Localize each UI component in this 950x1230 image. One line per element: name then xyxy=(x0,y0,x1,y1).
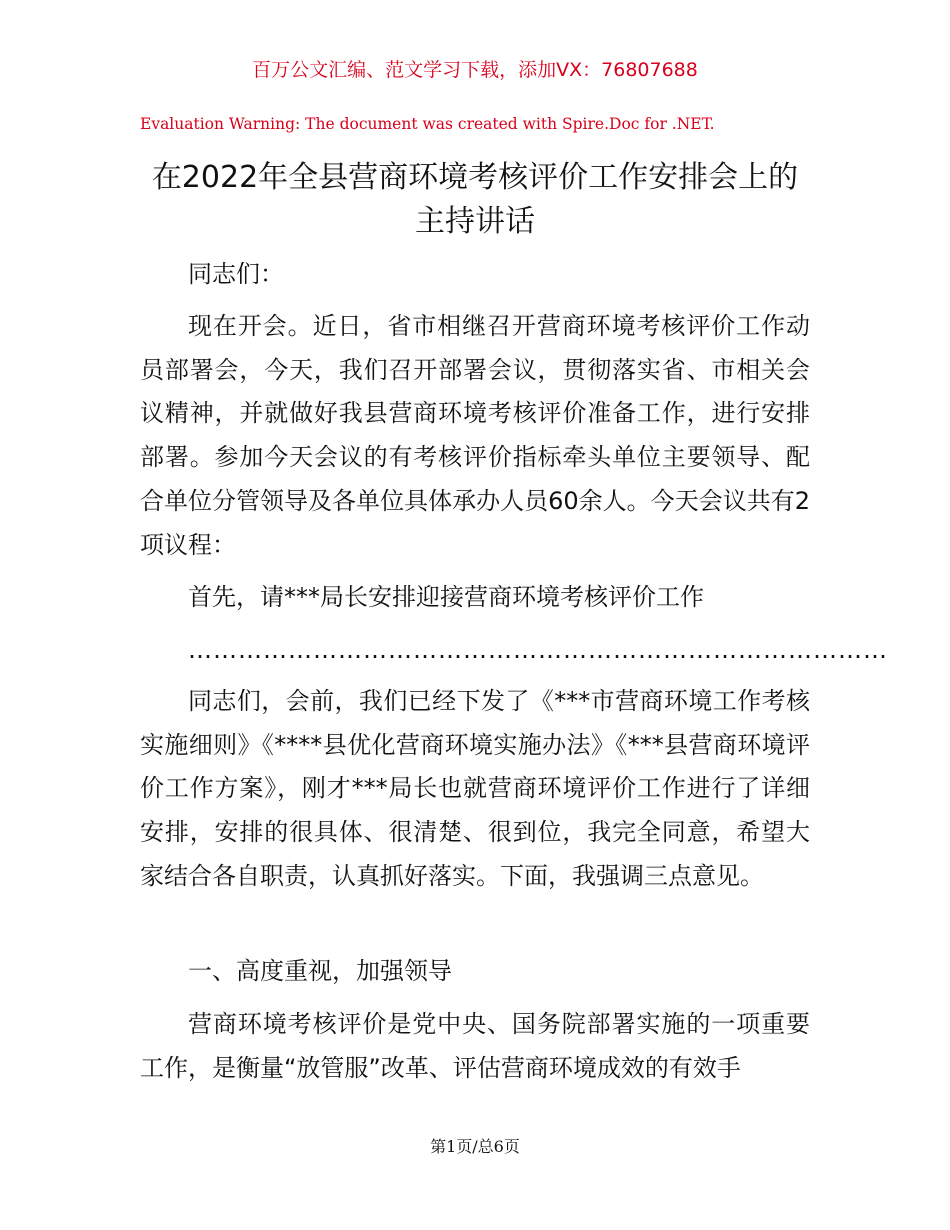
ellipsis-separator: ………………………………………………………………………… xyxy=(188,636,888,664)
instruction-paragraph: 同志们，会前，我们已经下发了《***市营商环境工作考核实施细则》《****县优化营商环境实施办法》《***县营商环境评价工作方案》，刚才***局长也就营商环境评价工作进行了详细安排，安排的很具体、很清楚、很到位，我完全同意，希望大家结合各自职责，认真抓好落实。下面，我强调三点意见。 xyxy=(140,687,810,890)
salutation-paragraph: 同志们： xyxy=(188,260,284,288)
opening-paragraph: 现在开会。近日，省市相继召开营商环境考核评价工作动员部署会，今天，我们召开部署会议，贯彻落实省、市相关会议精神，并就做好我县营商环境考核评价准备工作，进行安排部署。参加今天会议的有考核评价指标牵头单位主要领导、配合单位分管领导及各单位具体承办人员60余人。今天会议共有2项议程： xyxy=(140,312,810,559)
page-number: 第1页/总6页 xyxy=(430,1137,520,1156)
section-heading-1: 一、高度重视，加强领导 xyxy=(188,957,452,985)
document-title: 在2022年全县营商环境考核评价工作安排会上的主持讲话 xyxy=(151,160,799,239)
promo-banner: 百万公文汇编、范文学习下载，添加VX：76807688 xyxy=(252,59,698,81)
section-1-paragraph: 营商环境考核评价是党中央、国务院部署实施的一项重要工作，是衡量“放管服”改革、评估营商环境成效的有效手 xyxy=(140,1010,810,1082)
evaluation-warning: Evaluation Warning: The document was created with Spire.Doc for .NET. xyxy=(140,115,715,133)
agenda-item-paragraph: 首先，请***局长安排迎接营商环境考核评价工作 xyxy=(188,583,704,611)
